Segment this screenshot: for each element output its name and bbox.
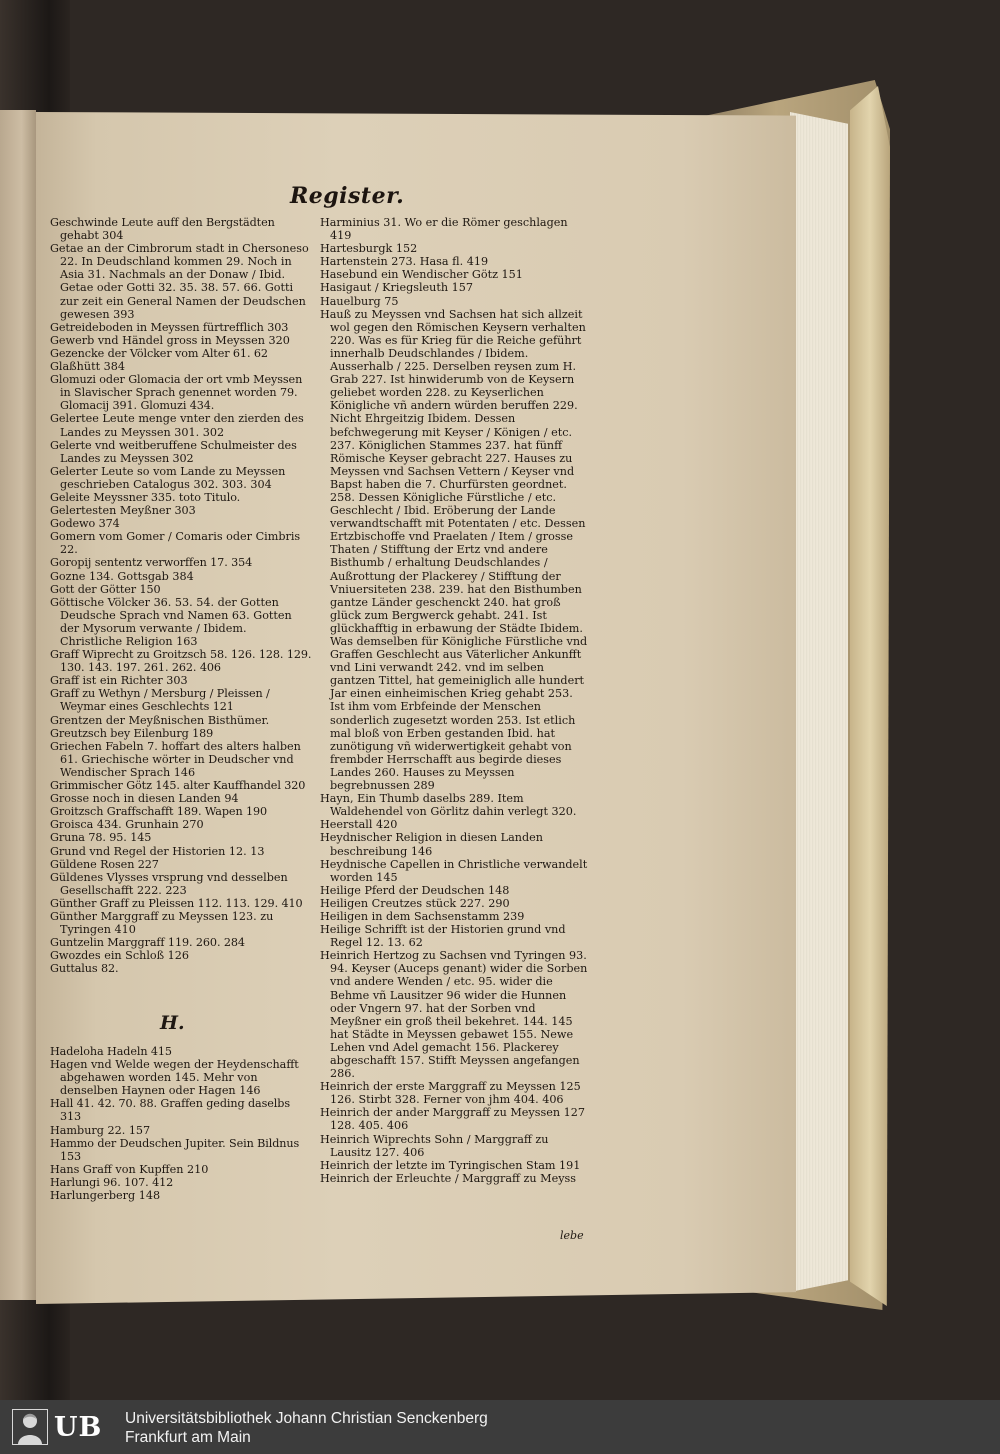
index-entry: Hauß zu Meyssen vnd Sachsen hat sich allzeit wol gegen den Römischen Keysern verhalten 220. Was es für Krieg für die Reiche geführt innerhalb Deudschlandes / Ibidem. Ausserhalb / 225. Derselben reysen zum H. Grab 227. Ist hinwiderumb von de Keysern geliebet worden 228. zu Keyserlichen Königliche vñ andern würden beruffen 229. Nicht Ehrgeitzig Ibidem. Dessen befchwegerung mit Keyser / Königen / etc. 237. Königlichen Stammes 237. hat fünff Römische Keyser gebracht 227. Hauses zu Meyssen vnd Sachsen Vettern / Keyser vnd Bapst haben die 7. Churfürsten geordnet. 258. Dessen Königliche Fürstliche / etc. Geschlecht / Ibid. Eröberung der Lande verwandtschafft mit Potentaten / etc. Dessen Ertzbischoffe vnd Praelaten / Item / grosse Thaten / Stifftung der Ertz vnd andere Bisthumb / erhaltung Deudschlandes / Außrottung der Plackerey / Stifftung der Vniuersiteten 238. 239. hat den Bisthumben gantze Länder geschenckt 240. hat groß glück zum Bergwerck gehabt. 241. Ist glückhafftig in erbawung der Städte Ibidem. Was demselben für Königliche Fürstliche vnd Graffen Geschlecht aus Väterlicher Ankunfft vnd Lini verwandt 242. vnd im selben gantzen Tittel, hat gemeiniglich alle hundert Jar einen einheimischen Krieg gehabt 253. Ist ihm vom Erbfeinde der Menschen sonderlich zugesetzt worden 253. Ist etlich mal bloß von Erben gestanden Ibid. hat zunötigung vñ widerwertigkeit gehabt von frembder Herrschafft aus begirde dieses Landes 260. Hauses zu Meyssen begrebnussen 289 (320, 307, 588, 793)
index-entry: Graff Wiprecht zu Groitzsch 58. 126. 128. 129. 130. 143. 197. 261. 262. 406 (50, 648, 312, 675)
index-entry: Heiligen Creutzes stück 227. 290 (320, 896, 510, 910)
index-entry: Gelertesten Meyßner 303 (50, 504, 196, 518)
index-entry: Hagen vnd Welde wegen der Heydenschafft abgehawen worden 145. Mehr von denselben Haynen oder Hagen 146 (50, 1058, 299, 1098)
index-entry: Gelertee Leute menge vnter den zierden des Landes zu Meyssen 301. 302 (50, 412, 304, 439)
index-entry: Groitzsch Graffschafft 189. Wapen 190 (50, 805, 268, 819)
previous-page-edge (0, 110, 36, 1300)
index-entry: Glomuzi oder Glomacia der ort vmb Meyssen in Slavischer Sprach genennet worden 79. Glomacij 391. Glomuzi 434. (50, 373, 303, 413)
index-entry: Harlungi 96. 107. 412 (50, 1175, 174, 1189)
index-entry: Griechen Fabeln 7. hoffart des alters halben 61. Griechische wörter in Deudscher vnd Wendischer Sprach 146 (50, 739, 301, 779)
index-entry: Hauelburg 75 (320, 294, 399, 308)
index-entry: Heiligen in dem Sachsenstamm 239 (320, 909, 525, 923)
index-entry: Goropij sententz verworffen 17. 354 (50, 556, 253, 570)
index-column-right (320, 216, 590, 1185)
index-entry: Grund vnd Regel der Historien 12. 13 (50, 844, 265, 858)
index-entry: Graff ist ein Richter 303 (50, 674, 188, 688)
index-entry: Grosse noch in diesen Landen 94 (50, 792, 239, 806)
index-entry: Groisca 434. Grunhain 270 (50, 818, 204, 832)
index-entry: Glaßhütt 384 (50, 360, 125, 374)
page-heading: Register. (290, 183, 405, 209)
index-entry: Güldenes Vlysses vrsprung vnd desselben Gesellschafft 222. 223 (50, 870, 288, 897)
index-entry: Godewo 374 (50, 517, 120, 531)
index-entry: Gelerter Leute so vom Lande zu Meyssen geschrieben Catalogus 302. 303. 304 (50, 464, 286, 491)
index-entry: Guntzelin Marggraff 119. 260. 284 (50, 936, 245, 950)
index-entry: Guttalus 82. (50, 962, 119, 976)
index-entry: Hartenstein 273. Hasa fl. 419 (320, 255, 489, 269)
index-entry: Hartesburgk 152 (320, 242, 418, 256)
page-fore-edge (790, 112, 848, 1292)
index-entry: Gwozdes ein Schloß 126 (50, 949, 190, 963)
index-entry: Heydnische Capellen in Christliche verwandelt worden 145 (320, 857, 588, 884)
index-entry: Hans Graff von Kupffen 210 (50, 1162, 209, 1176)
footer-line-2: Frankfurt am Main (125, 1429, 251, 1446)
index-entry: Hall 41. 42. 70. 88. Graffen geding daselbs 313 (50, 1097, 290, 1124)
index-entry: Gozne 134. Gottsgab 384 (50, 569, 194, 583)
index-column-left (50, 216, 312, 975)
index-entry: Getreideboden in Meyssen fürtrefflich 303 (50, 320, 289, 334)
index-entry: Gomern vom Gomer / Comaris oder Cimbris 22. (50, 530, 301, 557)
index-entry: Heydnischer Religion in diesen Landen beschreibung 146 (320, 831, 543, 858)
index-entry: Heerstall 420 (320, 818, 398, 832)
index-entry: Harminius 31. Wo er die Römer geschlagen 419 (320, 216, 568, 243)
footer-line-1: Universitätsbibliothek Johann Christian Senckenberg (125, 1410, 488, 1427)
library-logo[interactable] (12, 1408, 118, 1446)
book-cover-edge (850, 86, 890, 1306)
index-entry: Grimmischer Götz 145. alter Kauffhandel 320 (50, 779, 306, 793)
index-entry: Graff zu Wethyn / Mersburg / Pleissen / Weymar eines Geschlechts 121 (50, 687, 270, 714)
index-entry: Hamburg 22. 157 (50, 1123, 151, 1137)
index-entry: Hammo der Deudschen Jupiter. Sein Bildnus 153 (50, 1136, 300, 1163)
index-entry: Hadeloha Hadeln 415 (50, 1045, 172, 1058)
index-entry: Heinrich der ander Marggraff zu Meyssen 127 128. 405. 406 (320, 1106, 585, 1133)
index-entry: Getae an der Cimbrorum stadt in Chersoneso 22. In Deudschland kommen 29. Noch in Asia 31. Nachmals an der Donaw / Ibid. Getae oder Gotti 32. 35. 38. 57. 66. Gotti zur zeit ein General Namen der Deudschen gewesen 393 (50, 242, 309, 321)
index-entry: Heinrich der letzte im Tyringischen Stam 191 (320, 1158, 581, 1172)
logo-text: UB (54, 1411, 103, 1443)
index-entry: Güldene Rosen 227 (50, 857, 159, 871)
index-entry: Heinrich Wiprechts Sohn / Marggraff zu Lausitz 127. 406 (320, 1132, 549, 1159)
index-entry: Göttische Völcker 36. 53. 54. der Gotten Deudsche Sprach vnd Namen 63. Gotten der Mysorum verwante / Ibidem. Christliche Religion 163 (50, 595, 292, 648)
index-entry: Grentzen der Meyßnischen Bisthümer. (50, 713, 270, 727)
index-entry: Heilige Schrifft ist der Historien grund vnd Regel 12. 13. 62 (320, 923, 566, 950)
index-entry: Gott der Götter 150 (50, 582, 161, 596)
index-entry: Geschwinde Leute auff den Bergstädten gehabt 304 (50, 216, 275, 243)
index-entry: Harlungerberg 148 (50, 1189, 161, 1203)
index-entry: Gelerte vnd weitberuffene Schulmeister des Landes zu Meyssen 302 (50, 438, 297, 465)
index-entry: Hayn, Ein Thumb daselbs 289. Item Waldehendel von Görlitz dahin verlegt 320. (320, 792, 577, 819)
index-entry: Hasebund ein Wendischer Götz 151 (320, 268, 523, 282)
footer-caption (125, 1409, 488, 1447)
index-entry: Heilige Pferd der Deudschen 148 (320, 883, 510, 897)
catchword: lebe (560, 1229, 584, 1242)
index-entry: Gezencke der Völcker vom Alter 61. 62 (50, 346, 268, 360)
index-entry: Heinrich der erste Marggraff zu Meyssen 125 126. Stirbt 328. Ferner von jhm 404. 406 (320, 1080, 581, 1107)
index-entry: Gewerb vnd Händel gross in Meyssen 320 (50, 333, 290, 347)
section-letter: H. (160, 1012, 185, 1034)
index-entry: Greutzsch bey Eilenburg 189 (50, 726, 214, 740)
index-entry: Gruna 78. 95. 145 (50, 831, 152, 845)
index-entry: Heinrich Hertzog zu Sachsen vnd Tyringen 93. 94. Keyser (Auceps genant) wider die Sorben vnd andere Wenden / etc. 95. wider die Behme vñ Lausitzer 96 wider die Hunnen oder Vngern 97. hat der Sorben vnd Meyßner ein groß theil bekehret. 144. 145 hat Städte in Meyssen gebawet 155. Newe Lehen vnd Adel gemacht 156. Plackerey abgeschafft 157. Stifft Meyssen angefangen 286. (320, 949, 588, 1081)
index-entry: Günther Marggraff zu Meyssen 123. zu Tyringen 410 (50, 909, 274, 937)
index-entry: Heinrich der Erleuchte / Marggraff zu Meyss (320, 1171, 577, 1185)
index-entry: Hasigaut / Kriegsleuth 157 (320, 281, 473, 295)
index-entry: Günther Graff zu Pleissen 112. 113. 129. 410 (50, 896, 303, 910)
index-entry: Geleite Meyssner 335. toto Titulo. (50, 490, 241, 504)
library-footer (0, 1400, 1000, 1454)
portrait-icon (12, 1409, 48, 1445)
index-column-left-h (50, 1045, 312, 1202)
